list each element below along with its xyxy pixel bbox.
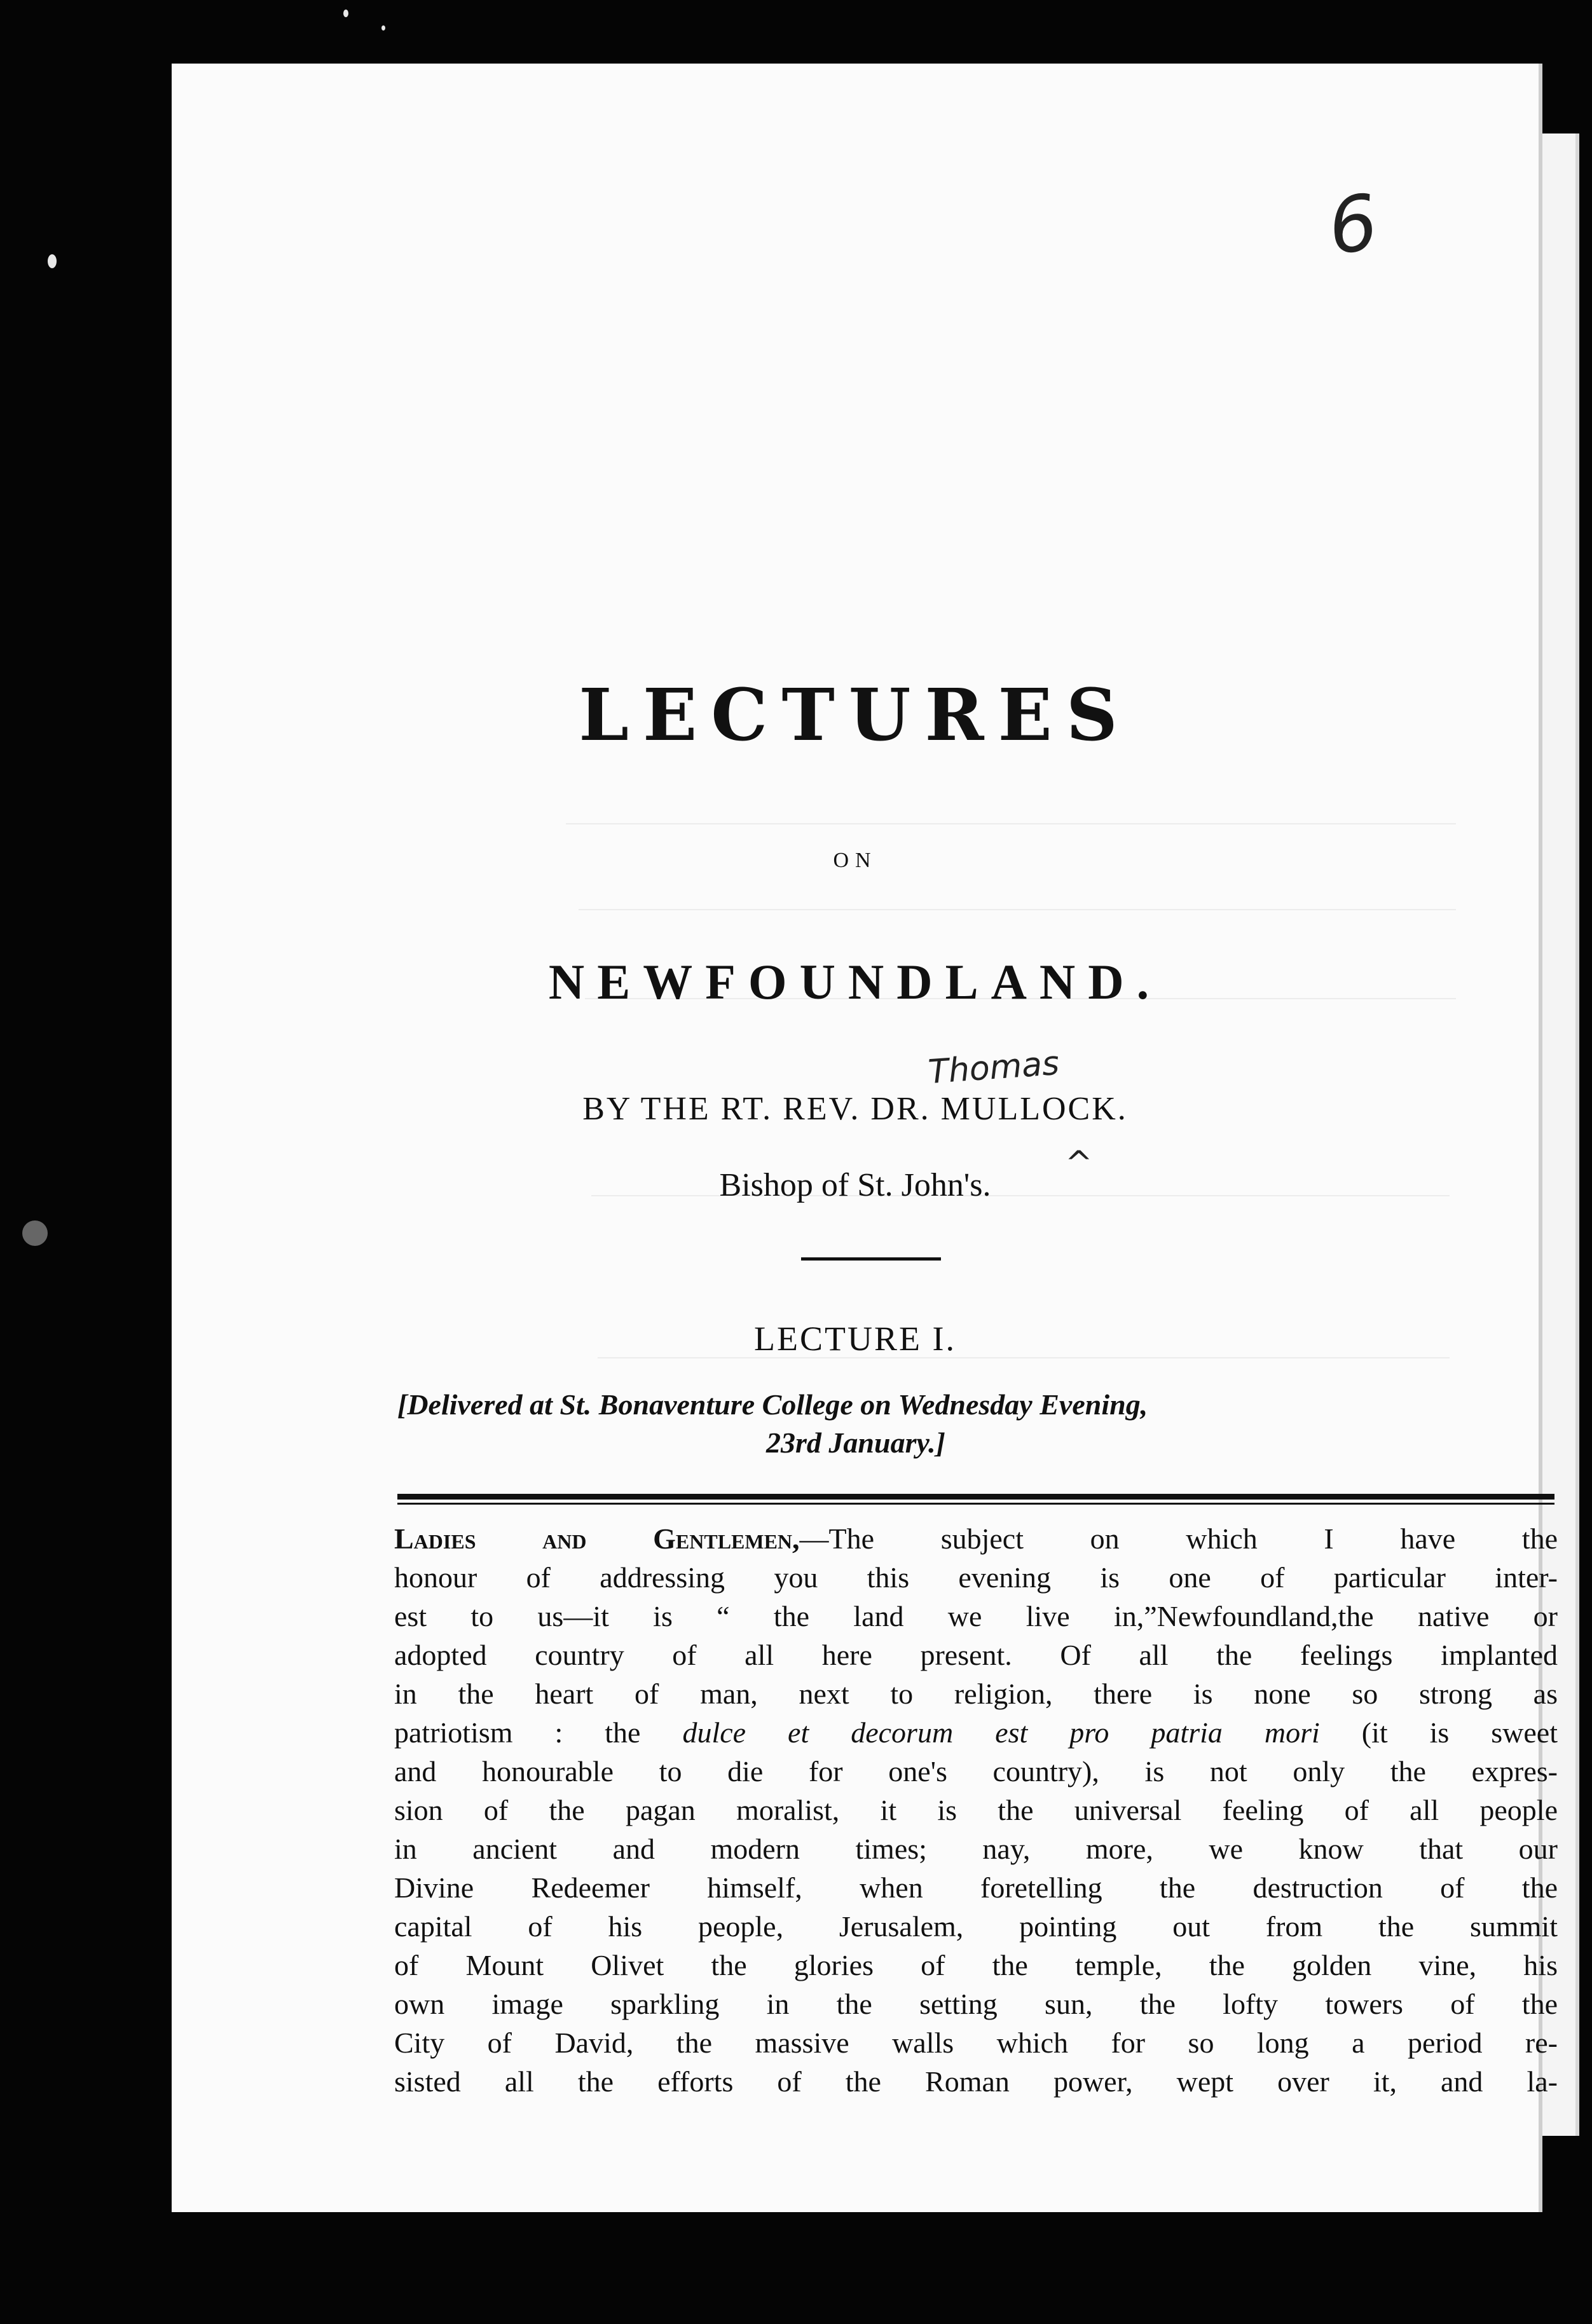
body-line: own image sparkling in the setting sun, the lofty towers of the [394, 1988, 1558, 2020]
scan-speck [343, 10, 348, 17]
delivery-note-line2: 23rd January.] [766, 1426, 945, 1459]
body-line: honour of addressing you this evening is one of particular inter- [394, 1561, 1558, 1594]
bleed-through-line [579, 909, 1456, 910]
latin-quote: dulce et decorum est pro patria mori [682, 1716, 1320, 1749]
scan-speck [22, 1220, 48, 1246]
title-connector: ON [833, 849, 877, 872]
body-line: and honourable to die for one's country), is not only the expres- [394, 1755, 1558, 1787]
insert-caret: ^ [1065, 1144, 1093, 1182]
body-line: of Mount Olivet the glories of the temple, the golden vine, his [394, 1949, 1558, 1981]
handwritten-page-number: 6 [1322, 178, 1383, 273]
body-line: Divine Redeemer himself, when foretelling the destruction of the [394, 1871, 1558, 1904]
author-role: Bishop of St. John's. [719, 1167, 991, 1203]
body-line: in ancient and modern times; nay, more, we know that our [394, 1833, 1558, 1865]
page-title: LECTURES [579, 674, 1132, 757]
title-subject: NEWFOUNDLAND. [548, 954, 1162, 1009]
body-line: patriotism : the dulce et decorum est pro patria mori (it is sweet [394, 1716, 1558, 1749]
heading-rule-thick [397, 1494, 1554, 1500]
body-line: adopted country of all here present. Of all the feelings implanted [394, 1639, 1558, 1671]
body-line: Ladies and Gentlemen,—The subject on which I have the [394, 1522, 1558, 1555]
scan-speck [48, 254, 57, 268]
handwritten-annotation: Thomas [927, 1044, 1060, 1092]
body-line: sion of the pagan moralist, it is the universal feeling of all people [394, 1794, 1558, 1826]
lecture-heading: LECTURE I. [754, 1320, 956, 1358]
body-line: City of David, the massive walls which for so long a period re- [394, 2027, 1558, 2059]
lecture-body [394, 1519, 1558, 2101]
delivery-note-line1: [Delivered at St. Bonaventure College on Wednesday Evening, [397, 1388, 1148, 1421]
body-line: est to us—it is “ the land we live in,”Newfoundland,the native or [394, 1600, 1558, 1632]
salutation: Ladies and Gentlemen, [394, 1522, 800, 1555]
document-page [172, 64, 1558, 2212]
author-line: BY THE RT. REV. DR. MULLOCK. [582, 1091, 1128, 1127]
body-line: in the heart of man, next to religion, there is none so strong as [394, 1678, 1558, 1710]
delivery-note [397, 1386, 1554, 1462]
scan-speck [381, 25, 385, 31]
body-line: capital of his people, Jerusalem, pointing out from the summit [394, 1910, 1558, 1943]
bleed-through-line [566, 823, 1456, 824]
body-line: sisted all the efforts of the Roman power, wept over it, and la- [394, 2065, 1558, 2098]
heading-rule-thin [397, 1503, 1554, 1505]
section-divider [801, 1257, 941, 1261]
